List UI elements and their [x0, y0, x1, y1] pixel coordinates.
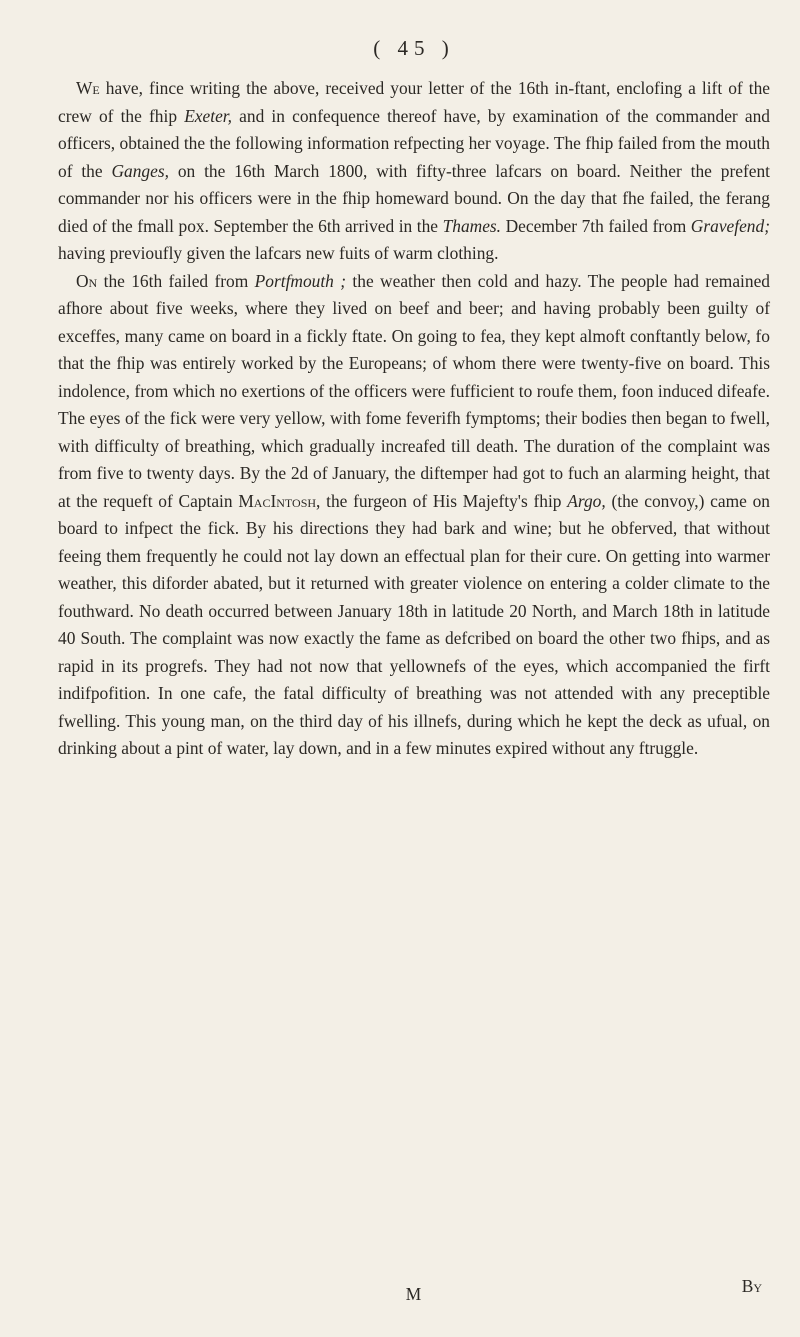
text-body	[58, 75, 770, 763]
text-run: the weather then cold and hazy. The people had remained afhore about five weeks, where they lived on beef and beer; and having probably been guilty of exceffes, many came on board in a fickly ftate. On going to fea, they kept almoft conftantly below, fo that the fhip was entirely worked by the Europeans; of whom there were twenty-five on board. This indolence, from which no exertions of the officers were fufficient to roufe them, foon induced difeafe. The eyes of the fick were very yellow, with fome feverifh fymptoms; their bodies then began to fwell, with difficulty of breathing, which gradually increafed till death. The duration of the complaint was from five to twenty days. By the 2d of January, the diftemper had got to fuch an alarming height, that at the requeft of Captain	[58, 270, 770, 511]
catchword: By	[741, 1276, 762, 1296]
italic-text: Argo,	[567, 490, 606, 511]
italic-text: Exeter,	[184, 105, 232, 126]
page-number: ( 45 )	[373, 36, 455, 60]
paragraph	[58, 268, 770, 763]
paragraph-lead-word: On	[76, 270, 98, 291]
text-run: (the convoy,) came on board to infpect the fick. By his directions they had bark and wine; but he obferved, that without feeing them frequently he could not lay down an effectual plan for their cure. On getting into warmer weather, this diforder abated, but it returned with greater violence on entering a colder climate to the fouthward. No death occurred between January 18th in latitude 20 North, and March 18th in latitude 40 South. The complaint was now exactly the fame as defcribed on board the other two fhips, and as rapid in its progrefs. They had not now that yellownefs of the eyes, which accompanied the firft indifpofition. In one cafe, the fatal difficulty of breathing was not attended with any preceptible fwelling. This young man, on the third day of his illnefs, during which he kept the deck as ufual, on drinking about a pint of water, lay down, and in a few minutes expired without any ftruggle.	[58, 490, 770, 758]
text-run: have, fince writing the above, received your letter of the 16th in-ftant, enclofing a lift of the crew of the fhip	[58, 78, 770, 126]
text-run: having previoufly given the lafcars new fuits of warm clothing.	[58, 243, 499, 263]
italic-text: Portfmouth ;	[254, 270, 347, 291]
text-run: the furgeon of His Majefty's fhip	[320, 490, 568, 511]
italic-text: Thames.	[442, 215, 502, 236]
signature-mark: M	[405, 1284, 423, 1304]
text-run: December 7th failed from	[501, 215, 691, 236]
text-run: the 16th failed from	[97, 270, 255, 291]
paragraph	[58, 75, 770, 268]
paragraph-lead-word: We	[76, 78, 100, 98]
page-footer	[58, 1276, 770, 1312]
text-run: on the 16th March 1800, with fifty-three lafcars on board. Neither the prefent commander nor his officers were in the fhip homeward bound. On the day that fhe failed, the ferang died of the fmall pox. September the 6th arrived in the	[58, 160, 770, 236]
italic-text: Gravefend;	[690, 215, 770, 236]
small-caps-text: MacIntosh,	[238, 490, 321, 511]
text-run: and in confequence thereof have, by examination of the commander and officers, obtained the the following information refpecting her voyage. The fhip failed from the mouth of the	[58, 105, 770, 181]
italic-text: Ganges,	[111, 160, 169, 181]
